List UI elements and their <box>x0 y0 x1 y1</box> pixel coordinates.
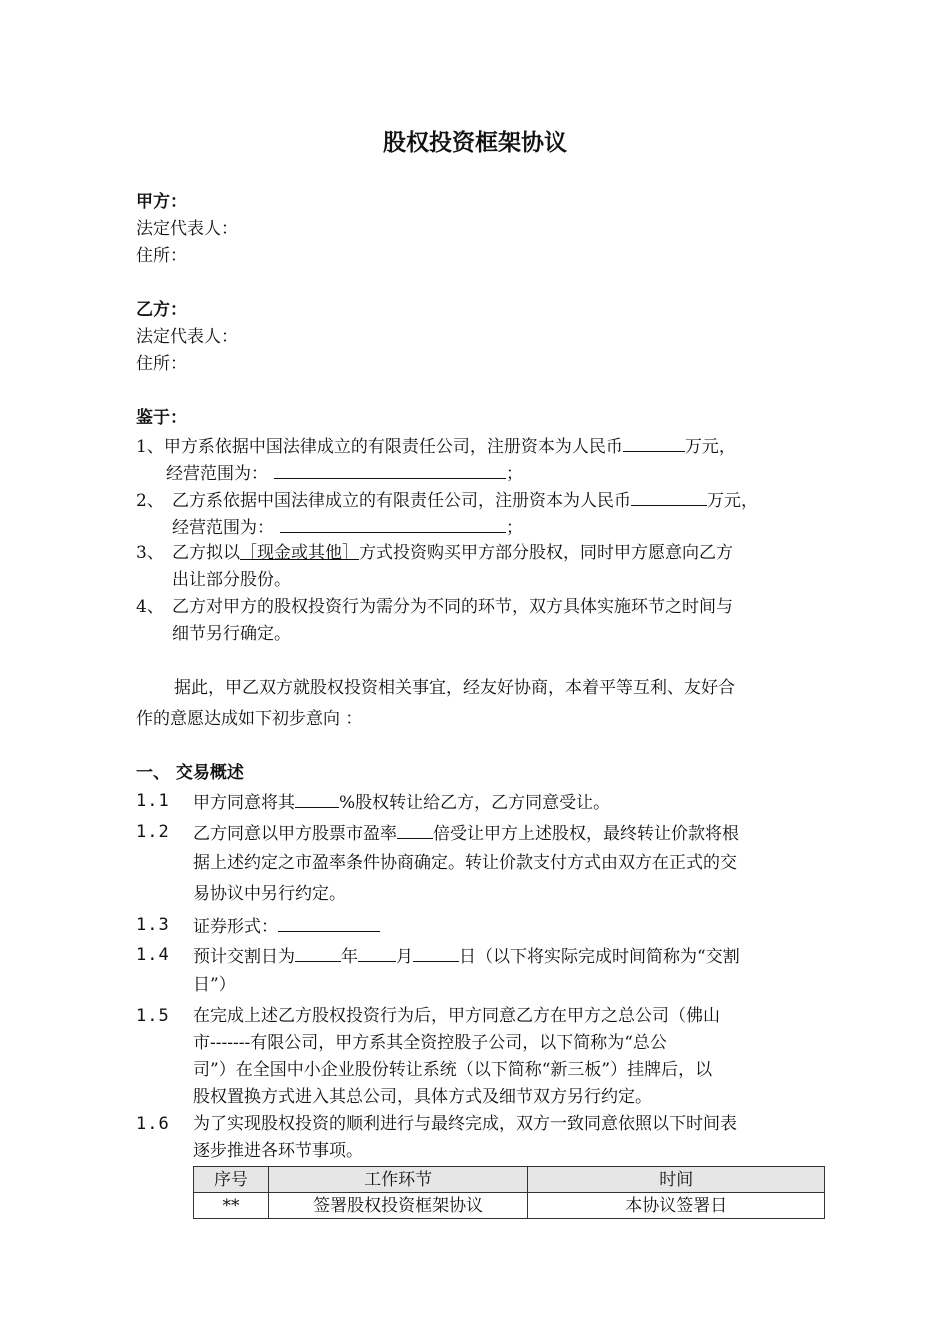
column-header: 时间 <box>528 1167 825 1193</box>
fill-blank[interactable] <box>274 460 506 479</box>
clause-1-4 <box>193 943 740 969</box>
clause-1-1 <box>193 789 610 815</box>
party-a-address: 住所： <box>136 246 187 266</box>
item-text: 万元， <box>684 437 736 457</box>
clause-1-2-cont: 据上述约定之市盈率条件协商确定。转让价款支付方式由双方在正式的交 <box>193 853 737 873</box>
fill-blank[interactable] <box>413 943 459 962</box>
item-text: 经营范围为： <box>172 518 274 538</box>
item-underlined: ［现金或其他］ <box>240 543 359 563</box>
clause-text: 倍受让甲方上述股权，最终转让价款将根 <box>433 824 739 844</box>
party-b-heading: 乙方： <box>136 300 187 320</box>
item-text: 经营范围为： <box>166 464 268 484</box>
clause-1-2-cont: 易协议中另行约定。 <box>193 884 346 904</box>
clause-1-2 <box>193 820 739 846</box>
whereas-item-2 <box>136 487 758 513</box>
fill-blank[interactable] <box>358 943 396 962</box>
clause-1-5-cont: 股权置换方式进入其总公司，具体方式及细节双方另行约定。 <box>193 1087 652 1107</box>
intro-line-2: 作的意愿达成如下初步意向 ： <box>136 709 363 729</box>
item-text: 甲方系依据中国法律成立的有限责任公司，注册资本为人民币 <box>163 437 623 457</box>
item-number: 3、 <box>136 543 164 563</box>
item-text: 万元， <box>707 491 758 511</box>
party-a-rep: 法定代表人： <box>136 219 238 239</box>
item-text: 乙方拟以 <box>172 543 240 563</box>
clause-1-5-cont: 市-------有限公司，甲方系其全资控股子公司，以下简称为“总公 <box>193 1033 667 1053</box>
item-text: ； <box>506 518 523 538</box>
item-text: 乙方对甲方的股权投资行为需分为不同的环节，双方具体实施环节之时间与 <box>172 597 733 617</box>
party-b-rep: 法定代表人： <box>136 327 238 347</box>
clause-1-6-cont: 逐步推进各环节事项。 <box>193 1141 363 1161</box>
table-row <box>194 1193 825 1219</box>
clause-number: 1.2 <box>136 822 170 842</box>
whereas-item-2-cont <box>172 514 523 540</box>
clause-1-5-cont: 司”）在全国中小企业股份转让系统（以下简称“新三板”）挂牌后，以 <box>193 1060 713 1080</box>
item-number: 1、 <box>136 437 164 457</box>
clause-1-3 <box>193 913 380 939</box>
item-text: 方式投资购买甲方部分股权，同时甲方愿意向乙方 <box>359 543 733 563</box>
whereas-item-4-cont: 细节另行确定。 <box>172 624 291 644</box>
timeline-table <box>193 1166 825 1219</box>
item-text: 乙方系依据中国法律成立的有限责任公司，注册资本为人民币 <box>172 491 631 511</box>
party-b-address: 住所： <box>136 354 187 374</box>
fill-blank[interactable] <box>623 433 685 452</box>
column-header: 工作环节 <box>268 1167 528 1193</box>
clause-number: 1.1 <box>136 791 170 811</box>
clause-number: 1.6 <box>136 1114 170 1134</box>
fill-blank[interactable] <box>278 913 380 932</box>
clause-text: 证券形式： <box>193 917 278 937</box>
clause-number: 1.4 <box>136 945 170 965</box>
intro-line-1: 据此，甲乙双方就股权投资相关事宜，经友好协商，本着平等互利、友好合 <box>174 678 735 698</box>
clause-text: 甲方同意将其 <box>193 793 295 813</box>
clause-1-5: 在完成上述乙方股权投资行为后，甲方同意乙方在甲方之总公司（佛山 <box>193 1006 720 1026</box>
document-title: 股权投资框架协议 <box>383 130 567 156</box>
section-1-heading: 一、 交易概述 <box>136 763 244 783</box>
clause-text: %股权转让给乙方，乙方同意受让。 <box>339 793 611 813</box>
table-cell: 签署股权投资框架协议 <box>268 1193 528 1219</box>
whereas-heading: 鉴于： <box>136 408 187 428</box>
item-text: ； <box>506 464 523 484</box>
fill-blank[interactable] <box>631 487 707 506</box>
fill-blank[interactable] <box>295 943 341 962</box>
item-number: 4、 <box>136 597 164 617</box>
fill-blank[interactable] <box>280 514 506 533</box>
clause-text: 乙方同意以甲方股票市盈率 <box>193 824 397 844</box>
table-cell: 本协议签署日 <box>528 1193 825 1219</box>
party-a-heading: 甲方： <box>136 192 187 212</box>
whereas-item-3 <box>136 541 733 565</box>
clause-text: 日（以下将实际完成时间简称为“交割 <box>459 947 740 967</box>
clause-text: 月 <box>396 947 413 967</box>
clause-1-4-cont: 日”） <box>193 975 236 995</box>
clause-number: 1.5 <box>136 1006 170 1026</box>
clause-1-6: 为了实现股权投资的顺利进行与最终完成，双方一致同意依照以下时间表 <box>193 1114 737 1134</box>
column-header: 序号 <box>194 1167 269 1193</box>
clause-text: 年 <box>341 947 358 967</box>
whereas-item-4 <box>136 595 733 619</box>
whereas-item-3-cont: 出让部分股份。 <box>172 570 291 590</box>
clause-number: 1.3 <box>136 915 170 935</box>
whereas-item-1 <box>136 433 736 459</box>
table-header-row <box>194 1167 825 1193</box>
table-cell: ** <box>194 1193 269 1219</box>
item-number: 2、 <box>136 491 164 511</box>
fill-blank[interactable] <box>295 789 339 808</box>
whereas-item-1-cont <box>166 460 523 486</box>
clause-text: 预计交割日为 <box>193 947 295 967</box>
fill-blank[interactable] <box>397 820 433 839</box>
